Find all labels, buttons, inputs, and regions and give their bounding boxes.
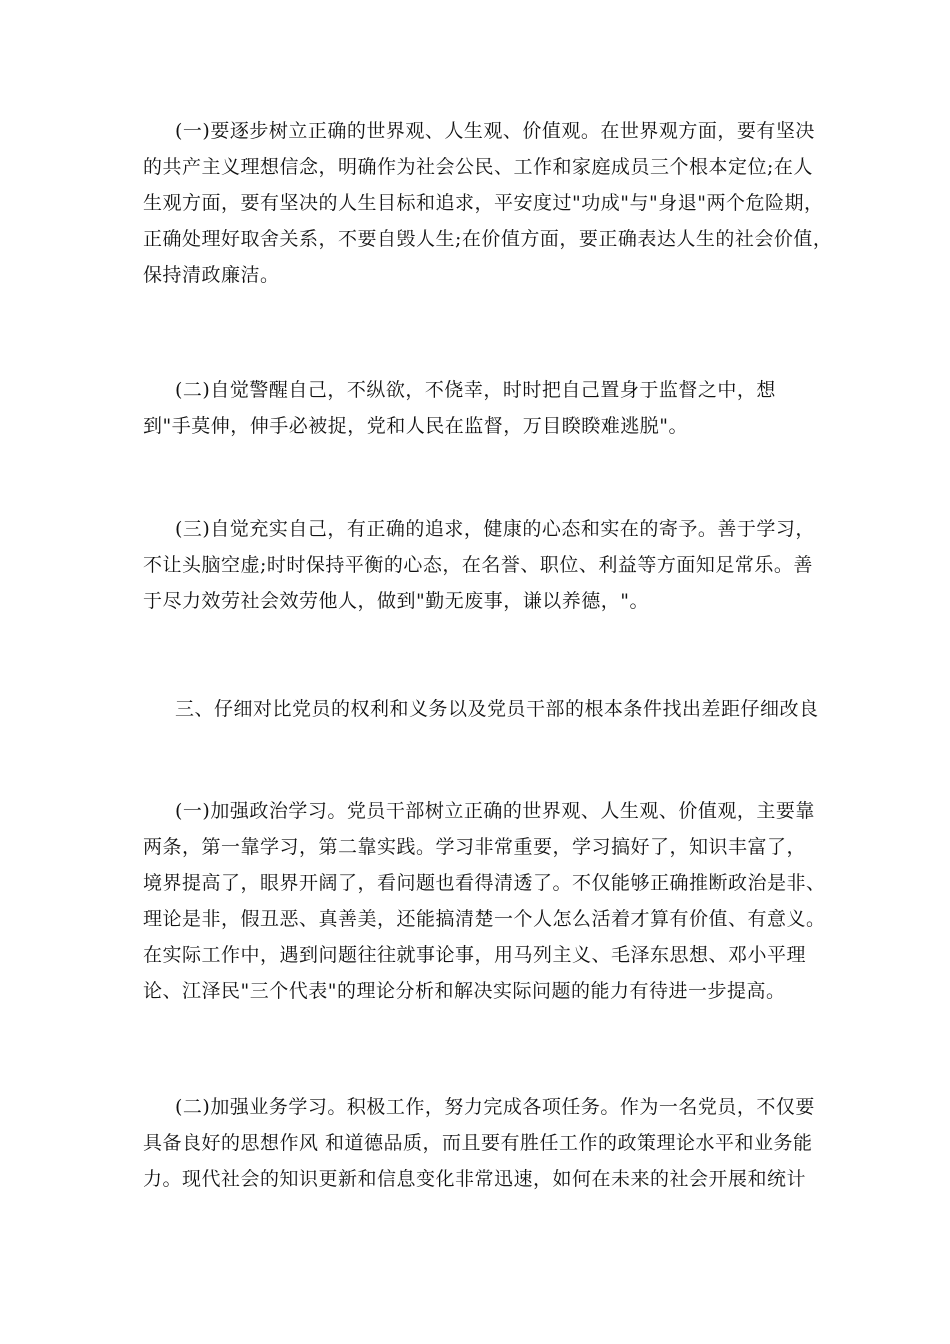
text-line: 保持清政廉洁。 <box>143 264 280 286</box>
text-line: 境界提高了，眼界开阔了，看问题也看得清透了。不仅能够正确推断政治是非、 <box>143 872 826 894</box>
text-line: 论、江泽民"三个代表"的理论分析和解决实际问题的能力有待进一步提高。 <box>143 980 786 1002</box>
text-line: (二)自觉警醒自己，不纵欲，不侥幸，时时把自己置身于监督之中，想 <box>175 379 776 401</box>
text-line: 两条，第一靠学习，第二靠实践。学习非常重要，学习搞好了，知识丰富了， <box>143 836 807 858</box>
paragraph-business-study <box>143 1089 823 1197</box>
text-line: (二)加强业务学习。积极工作，努力完成各项任务。作为一名党员，不仅要 <box>175 1096 815 1118</box>
paragraph-self-enrich <box>143 511 823 619</box>
text-line: 理论是非，假丑恶、真善美，还能搞清楚一个人怎么活着才算有价值、有意义。 <box>143 908 826 930</box>
text-line: 在实际工作中，遇到问题往往就事论事，用马列主义、毛泽东思想、邓小平理 <box>143 944 807 966</box>
paragraph-self-alert <box>143 372 823 444</box>
text-line: 到"手莫伸，伸手必被捉，党和人民在监督，万目睽睽难逃脱"。 <box>143 415 688 437</box>
text-line: (一)要逐步树立正确的世界观、人生观、价值观。在世界观方面，要有坚决 <box>175 120 815 142</box>
text-line: 于尽力效劳社会效劳他人，做到"勤无废事，谦以养德，"。 <box>143 590 649 612</box>
text-line: (一)加强政治学习。党员干部树立正确的世界观、人生观、价值观，主要靠 <box>175 800 815 822</box>
text-line: 不让头脑空虚;时时保持平衡的心态，在名誉、职位、利益等方面知足常乐。善 <box>143 554 813 576</box>
text-line: 生观方面，要有坚决的人生目标和追求，平安度过"功成"与"身退"两个危险期， <box>143 192 824 214</box>
text-line: 力。现代社会的知识更新和信息变化非常迅速，如何在未来的社会开展和统计 <box>143 1168 807 1190</box>
text-line: 具备良好的思想作风 和道德品质，而且要有胜任工作的政策理论水平和业务能 <box>143 1132 813 1154</box>
text-line: (三)自觉充实自己，有正确的追求，健康的心态和实在的寄予。善于学习， <box>175 518 815 540</box>
section-heading-three <box>143 691 823 727</box>
heading-text: 三、仔细对比党员的权利和义务以及党员干部的根本条件找出差距仔细改良 <box>175 698 819 720</box>
text-line: 的共产主义理想信念，明确作为社会公民、工作和家庭成员三个根本定位;在人 <box>143 156 813 178</box>
paragraph-worldview <box>143 113 833 293</box>
paragraph-political-study <box>143 793 826 1009</box>
text-line: 正确处理好取舍关系，不要自毁人生;在价值方面，要正确表达人生的社会价值， <box>143 228 833 250</box>
